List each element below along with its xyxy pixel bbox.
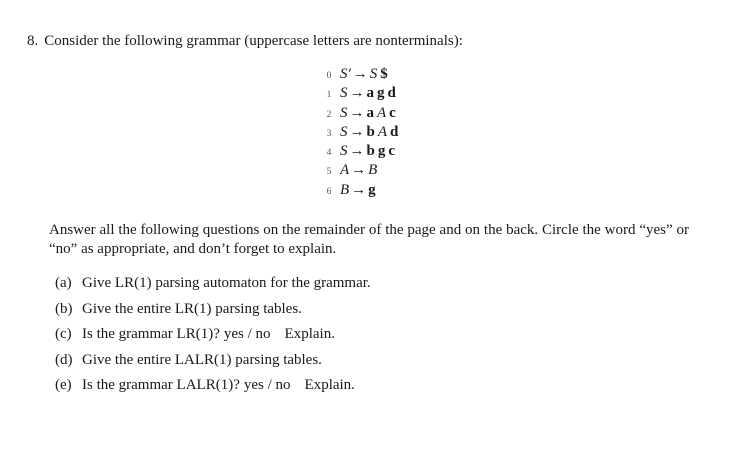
rule-index: 5 [326, 167, 332, 178]
part-label: (b) [55, 300, 73, 317]
rule-nonterminal: A [377, 123, 388, 140]
grammar-rules [318, 66, 401, 201]
rule-arrow: → [349, 104, 365, 121]
part-text: Is the grammar LR(1)? [82, 326, 220, 342]
rule-lhs: S′ [340, 66, 351, 82]
grammar-rule [318, 162, 401, 181]
grammar-rule [318, 143, 401, 162]
rule-terminal: c [389, 104, 396, 121]
rule-index: 2 [326, 109, 332, 120]
rule-lhs: S [340, 123, 348, 140]
question-part [55, 301, 371, 327]
question-text: Consider the following grammar (uppercase letters are nonterminals): [44, 33, 463, 49]
rule-index: 3 [326, 128, 332, 139]
rule-arrow: → [349, 85, 365, 102]
rule-terminal: a [366, 104, 374, 121]
rule-nonterminal: S [369, 66, 378, 82]
grammar-rule [318, 85, 401, 104]
rule-arrow: → [349, 123, 365, 140]
rule-terminal: c [388, 143, 396, 160]
question-heading [27, 33, 463, 50]
yes-no-choice: yes / no [243, 377, 291, 393]
rule-terminal: $ [380, 66, 388, 82]
rule-terminal: b [366, 143, 375, 160]
part-text: Give the entire LALR(1) parsing tables. [82, 351, 322, 368]
rule-lhs: S [340, 104, 348, 121]
rule-arrow: → [351, 162, 367, 179]
rule-lhs: A [340, 162, 350, 179]
yes-no-choice: yes / no [223, 326, 271, 342]
part-label: (c) [55, 326, 72, 342]
rule-nonterminal: B [368, 162, 378, 179]
rule-index: 6 [326, 186, 332, 197]
rule-terminal: g [377, 143, 386, 160]
question-part [55, 377, 371, 403]
rule-terminal: a [366, 85, 374, 102]
rule-lhs: S [340, 85, 348, 102]
rule-nonterminal: A [377, 104, 387, 121]
grammar-rule [318, 105, 401, 124]
part-label: (d) [55, 351, 73, 368]
explain-prompt: Explain. [284, 326, 335, 342]
part-text: Give LR(1) parsing automaton for the grammar. [82, 275, 371, 291]
rule-arrow: → [349, 143, 365, 160]
rule-index: 4 [326, 148, 332, 159]
grammar-rule [318, 124, 401, 143]
question-part [55, 326, 371, 352]
question-parts-list [55, 275, 371, 403]
part-text: Give the entire LR(1) parsing tables. [82, 300, 302, 317]
question-part [55, 275, 371, 301]
rule-lhs: S [340, 143, 348, 160]
question-part [55, 352, 371, 378]
rule-terminal: b [366, 123, 375, 140]
rule-terminal: d [387, 85, 396, 102]
rule-index: 0 [326, 71, 332, 81]
rule-arrow: → [351, 181, 367, 198]
part-label: (e) [55, 377, 72, 393]
rule-terminal: g [368, 181, 376, 198]
explain-prompt: Explain. [304, 377, 355, 393]
part-text: Is the grammar LALR(1)? [82, 377, 240, 393]
instructions-text: Answer all the following questions on the remainder of the page and on the back. Circle the word “yes” or “no” as appropriate, and don’t forget to explain. [49, 222, 689, 257]
part-label: (a) [55, 275, 72, 291]
rule-terminal: g [377, 85, 385, 102]
rule-index: 1 [326, 90, 332, 101]
rule-lhs: B [340, 181, 350, 198]
grammar-rule [318, 182, 401, 201]
rule-terminal: d [390, 123, 399, 140]
grammar-rule [318, 66, 401, 85]
question-number: 8. [27, 33, 39, 49]
rule-arrow: → [352, 66, 368, 82]
